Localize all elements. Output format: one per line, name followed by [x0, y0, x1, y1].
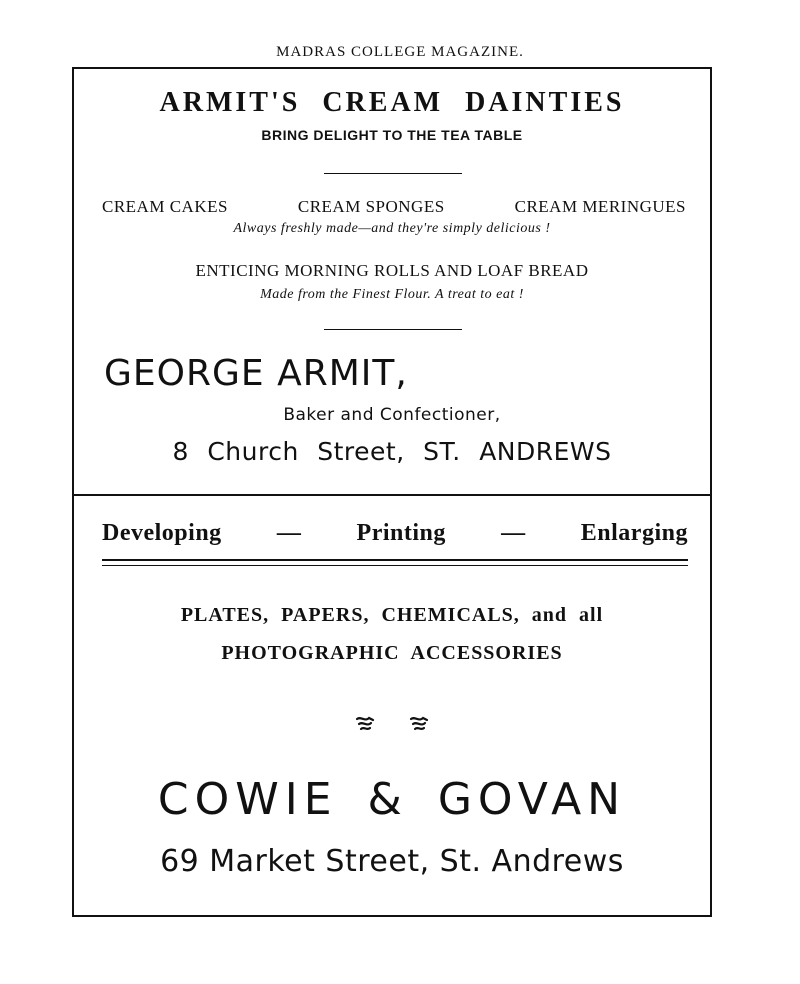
service-item: Printing: [356, 520, 446, 546]
rolls-line: ENTICING MORNING ROLLS AND LOAF BREAD: [195, 261, 589, 280]
service-separator: —: [501, 520, 526, 546]
product-item: CREAM SPONGES: [297, 197, 445, 216]
flour-tagline: Made from the Finest Flour. A treat to eat !: [260, 287, 524, 302]
service-item: Enlarging: [580, 520, 688, 546]
magazine-header: MADRAS COLLEGE MAGAZINE.: [276, 44, 524, 60]
supplies-line-1: PLATES, PAPERS, CHEMICALS, and all: [180, 604, 604, 626]
ornament-icon: [409, 716, 429, 732]
advertisement-frame: [72, 67, 712, 917]
armit-trade: Baker and Confectioner,: [283, 405, 501, 425]
divider-rule: [324, 329, 462, 330]
service-separator: —: [276, 520, 302, 546]
services-list: [102, 520, 688, 547]
product-list: [102, 197, 686, 217]
armit-subtitle: BRING DELIGHT TO THE TEA TABLE: [261, 127, 523, 143]
double-rule-thin: [102, 565, 688, 566]
product-item: CREAM MERINGUES: [514, 197, 686, 216]
double-rule-thick: [102, 559, 688, 561]
cowie-business-name: COWIE & GOVAN: [157, 774, 627, 825]
armit-advertisement: [74, 69, 710, 494]
armit-title: ARMIT'S CREAM DAINTIES: [159, 87, 625, 118]
supplies-line-2: PHOTOGRAPHIC ACCESSORIES: [221, 642, 563, 664]
ornament-row: [74, 716, 710, 732]
divider-rule: [324, 173, 462, 174]
freshness-tagline: Always freshly made—and they're simply delicious !: [233, 221, 551, 236]
ornament-icon: [355, 716, 375, 732]
service-item: Developing: [102, 520, 222, 546]
product-item: CREAM CAKES: [102, 197, 228, 216]
cowie-advertisement: [74, 496, 710, 916]
armit-address: 8 Church Street, ST. ANDREWS: [172, 437, 612, 466]
cowie-address: 69 Market Street, St. Andrews: [160, 844, 624, 879]
armit-business-name: GEORGE ARMIT,: [104, 353, 408, 394]
